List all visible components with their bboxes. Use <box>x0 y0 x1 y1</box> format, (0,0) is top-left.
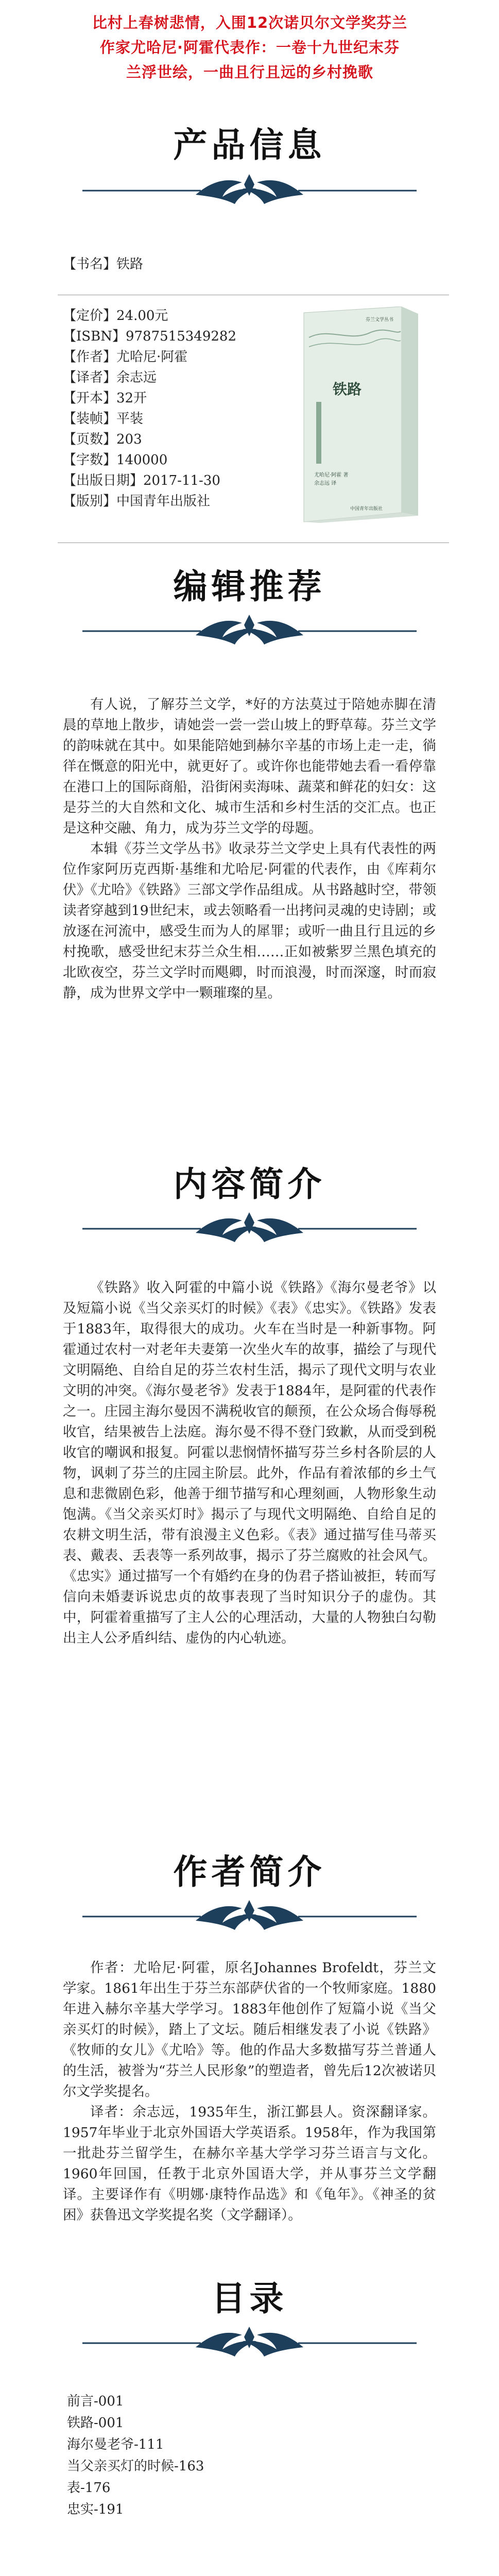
toc-item: 海尔曼老爷-111 <box>67 2437 164 2452</box>
author-text <box>63 1958 436 2226</box>
info-format: 【开本】32开 <box>63 391 147 406</box>
info-binding: 【装帧】平装 <box>63 411 144 427</box>
promo-line-3: 兰浮世绘，一曲且行且远的乡村挽歌 <box>126 63 373 81</box>
ornament-divider-icon <box>77 1896 422 1937</box>
product-info-box <box>58 295 449 543</box>
section-title-recommend: 编辑推荐 <box>173 567 326 606</box>
author-paragraph-2: 译者：余志远，1935年生，浙江鄞县人。资深翻译家。1957年毕业于北京外国语大学英语系。1958年，作为我国第一批赴芬兰留学生，在赫尔辛基大学学习芬兰语言与文化。1960年回国，任教于北京外国语大学，并从事芬兰文学翻译。主要译作有《明娜·康特作品选》和《龟年》。《神圣的贫困》获鲁迅文学奖提名奖（文学翻译）。 <box>63 2104 436 2223</box>
toc-item: 表-176 <box>67 2480 111 2496</box>
info-translator: 【译者】余志远 <box>63 370 157 385</box>
book-title-line: 【书名】铁路 <box>63 257 144 272</box>
ornament-divider-icon <box>77 611 422 652</box>
recommend-paragraph-2: 本辑《芬兰文学丛书》收录芬兰文学史上具有代表性的两位作家阿历克西斯·基维和尤哈尼·阿霍的代表作，由《库莉尔伏》《尤哈》《铁路》三部文学作品组成。从书路越时空，带领读者穿越到19世纪末，或去领略看一出拷问灵魂的史诗剧；或放逐在河流中，感受生而为人的犀罪；或听一曲且行且远的乡村挽歌，感受世纪末芬兰众生相……正如被紫罗兰黑色填充的北欧夜空，芬兰文学时而飓卿，时而浪漫，时而深邃，时而寂静，成为世界文学中一颗璀璨的星。 <box>63 841 436 1001</box>
toc-item: 当父亲买灯的时候-163 <box>67 2459 204 2474</box>
toc-item: 铁路-001 <box>67 2415 124 2431</box>
promo-line-1: 比村上春树悲情，入围12次诺贝尔文学奖芬兰 <box>92 14 408 31</box>
section-title-toc: 目录 <box>211 2279 288 2318</box>
info-pubdate: 【出版日期】2017-11-30 <box>63 473 220 488</box>
content-paragraph-1: 《铁路》收入阿霍的中篇小说《铁路》《海尔曼老爷》以及短篇小说《当父亲买灯的时候》《表》《忠实》。《铁路》发表于1883年，取得很大的成功。火车在当时是一种新事物。阿霍通过农村一对老年夫妻第一次坐火车的故事，描绘了与现代文明隔绝、自给自足的芬兰农村生活，揭示了现代文明与农业文明的冲突。《海尔曼老爷》发表于1884年，是阿霍的代表作之一。庄园主海尔曼因不满税收官的颠预，在公众场合侮辱税收官，结果被告上法庭。海尔曼不得不登门致歉，从而受到税收官的嘲讽和报复。阿霍以悲悯情怀描写芬兰乡村各阶层的人物，讽刺了芬兰的庄园主阶层。此外，作品有着浓郁的乡土气息和悲微剧色彩，他善于细节描写和心理刻画，人物形象生动饱满。《当父亲买灯时》揭示了与现代文明隔绝、自给自足的农耕文明生活，带有浪漫主义色彩。《表》通过描写佳马蒂买表、戴表、丢表等一系列故事，揭示了芬兰腐败的社会风气。《忠实》通过描写一个有婚约在身的伪君子搭讪被拒，转而写信向未婚妻诉说忠贞的故事表现了当时知识分子的虚伪。其中，阿霍着重描写了主人公的心理活动，大量的人物独白勾勒出主人公矛盾纠结、虚伪的内心轨迹。 <box>63 1280 436 1646</box>
recommend-text <box>63 694 436 1004</box>
recommend-paragraph-1: 有人说，了解芬兰文学，*好的方法莫过于陪她赤脚在清晨的草地上散步，请她尝一尝一尝山坡上的野草莓。芬兰文学的韵味就在其中。如果能陪她到赫尔辛基的市场上走一走，徜徉在慨意的阳光中，就更好了。或许你也能带她去看一看停靠在港口上的国际商船，沿街闲卖海味、蔬菜和鲜花的妇女：这是芬兰的大自然和文化、城市生活和乡村生活的交汇点。也正是这种交融、角力，成为芬兰文学的母题。 <box>63 697 436 836</box>
info-pages: 【页数】203 <box>63 432 142 447</box>
info-price: 【定价】24.00元 <box>63 308 168 324</box>
info-publisher: 【版别】中国青年出版社 <box>63 494 211 509</box>
promo-line-2: 作家尤哈尼·阿霍代表作：一卷十九世纪末芬 <box>99 39 400 56</box>
ornament-divider-icon <box>77 1208 422 1249</box>
ornament-divider-icon <box>77 170 422 211</box>
toc-item: 前言-001 <box>67 2394 124 2409</box>
info-isbn: 【ISBN】9787515349282 <box>63 329 236 344</box>
section-title-product: 产品信息 <box>173 125 326 165</box>
toc-list <box>67 2391 204 2520</box>
ornament-divider-icon <box>77 2323 422 2364</box>
product-info-list <box>63 306 236 512</box>
section-title-author: 作者简介 <box>173 1852 326 1892</box>
info-wordcount: 【字数】140000 <box>63 452 168 468</box>
cover-title: 铁路 <box>333 381 362 398</box>
content-text <box>63 1278 436 1649</box>
cover-translator: 余志远 译 <box>314 481 337 486</box>
cover-author: 尤哈尼·阿霍 著 <box>314 472 349 478</box>
book-cover-image <box>299 307 440 523</box>
cover-publisher: 中国青年出版社 <box>350 506 383 512</box>
author-paragraph-1: 作者：尤哈尼·阿霍，原名Johannes Brofeldt，芬兰文学家。1861年出生于芬兰东部萨伏省的一个牧师家庭。1880年进入赫尔辛基大学学习。1883年他创作了短篇小说《当父亲买灯的时候》，踏上了文坛。随后相继发表了小说《铁路》《牧师的女儿》《尤哈》等。他的作品大多数描写芬兰普通人的生活，被誉为“芬兰人民形象”的塑造者，曾先后12次被诺贝尔文学奖提名。 <box>63 1960 436 2099</box>
section-title-content: 内容简介 <box>173 1164 326 1204</box>
cover-series: 芬兰文学丛书 <box>366 317 394 323</box>
promo-banner <box>15 10 484 84</box>
info-author: 【作者】尤哈尼·阿霍 <box>63 349 188 365</box>
toc-item: 忠实-191 <box>67 2502 124 2517</box>
